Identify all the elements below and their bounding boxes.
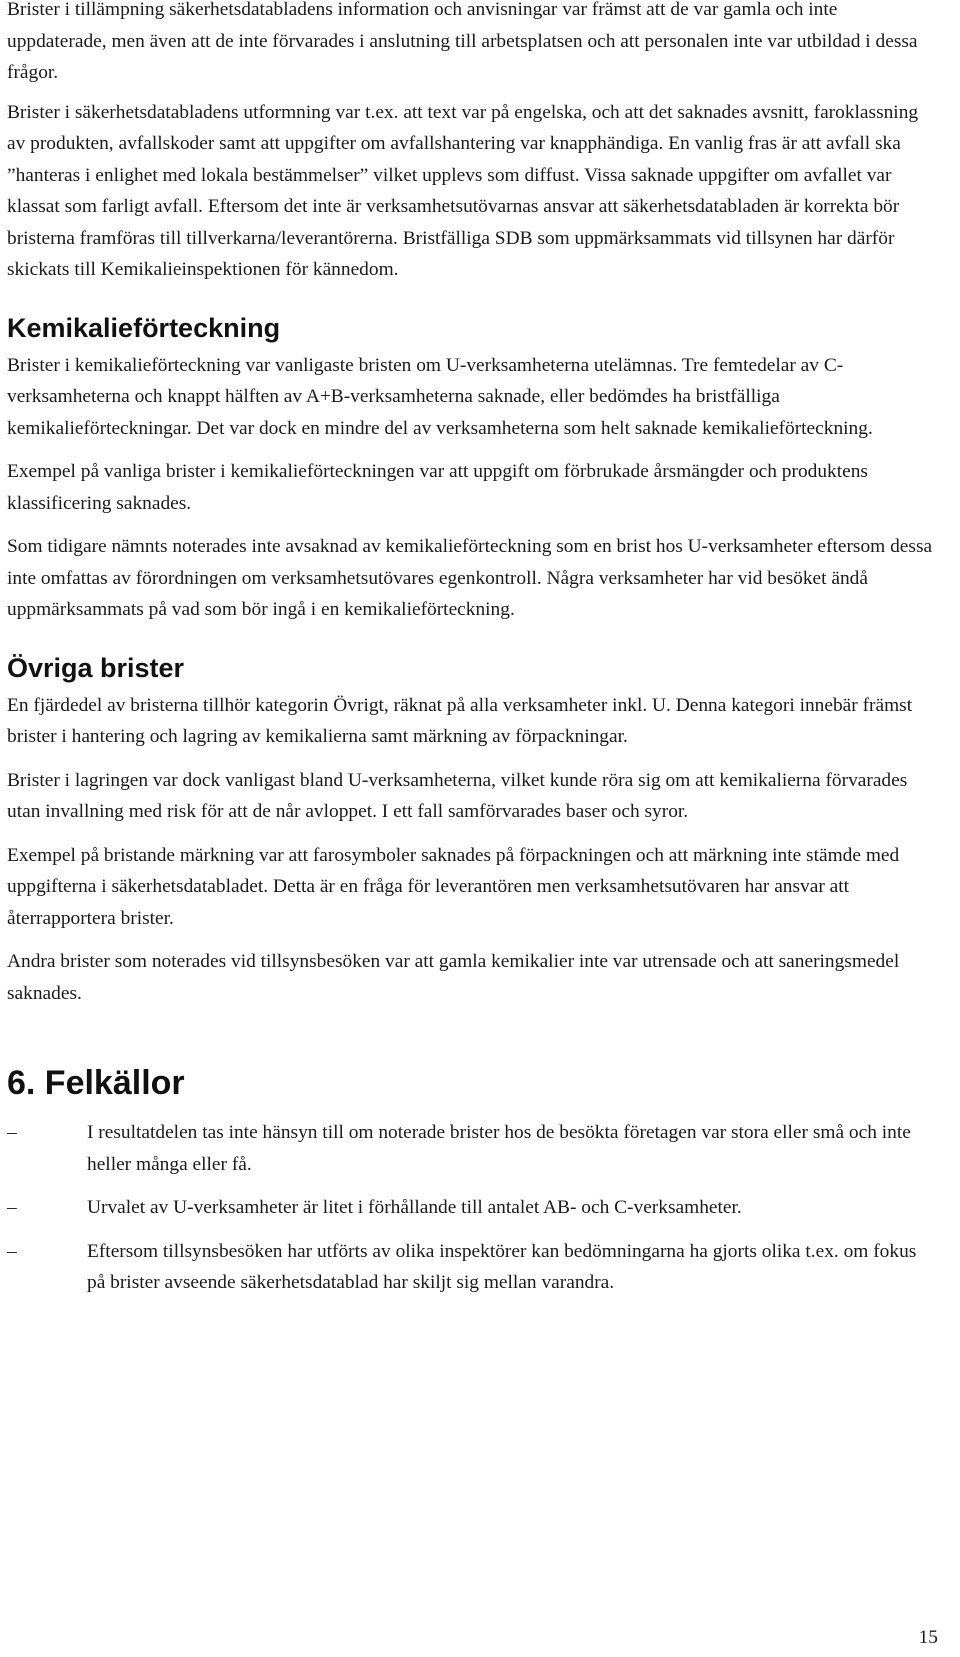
paragraph-ovriga-2: Brister i lagringen var dock vanligast bland U-verksamheterna, vilket kunde röra sig om att kemikalierna förvarades utan invallning med risk för att de når avloppet. I ett fall samförvarades baser och syror.	[7, 769, 908, 822]
list-item	[7, 1236, 937, 1299]
list-item	[7, 1117, 937, 1180]
dash-bullet: –	[7, 1122, 17, 1143]
document-page	[7, 0, 937, 1311]
paragraph-kemi-3: Som tidigare nämnts noterades inte avsaknad av kemikalieförteckning som en brist hos U-verksamheter eftersom dessa inte omfattas av förordningen om verksamhetsutövares egenkontroll. Några verksamheter har vid besöket ändå uppmärksammats på vad som bör ingå i en kemikalieförteckning.	[7, 536, 933, 620]
paragraph-kemi-2: Exempel på vanliga brister i kemikalieförteckningen var att uppgift om förbrukade årsmängder och produktens klassificering saknades.	[7, 461, 868, 514]
felkallor-list	[7, 1117, 937, 1299]
paragraph-ovriga-3: Exempel på bristande märkning var att farosymboler saknades på förpackningen och att märkning inte stämde med uppgifterna i säkerhetsdatabladet. Detta är en fråga för leverantören men verksamhetsutövaren har ansvar att återrapportera brister.	[7, 844, 900, 929]
heading-felkallor: 6. Felkällor	[7, 1064, 185, 1102]
dash-bullet: –	[7, 1197, 17, 1218]
dash-bullet: –	[7, 1240, 17, 1262]
list-item	[7, 1192, 937, 1224]
paragraph-sdb-utformning: Brister i säkerhetsdatabladens utformning var t.ex. att text var på engelska, och att det saknades avsnitt, faroklassning av produkten, avfallskoder samt att uppgifter om avfallshantering var knapphändiga. En vanlig fras är att avfall ska ”hanteras i enlighet med lokala bestämmelser” vilket upplevs som diffust. Vissa saknade uppgifter om avfallet var klassat som farligt avfall. Eftersom det inte är verksamhetsutövarnas ansvar att säkerhetsdatabladen är korrekta bör bristerna framföras till tillverkarna/leverantörerna. Bristfälliga SDB som uppmärksammats vid tillsynen har därför skickats till Kemikalieinspektionen för kännedom.	[7, 101, 919, 280]
list-item-text: I resultatdelen tas inte hänsyn till om noterade brister hos de besökta företagen var stora eller små och inte heller många eller få.	[87, 1122, 911, 1175]
page-number: 15	[918, 1627, 938, 1648]
paragraph-ovriga-1: En fjärdedel av bristerna tillhör kategorin Övrigt, räknat på alla verksamheter inkl. U. Denna kategori innebär främst brister i hantering och lagring av kemikalierna samt märkning av förpackningar.	[7, 694, 913, 747]
heading-kemikalieforteckning: Kemikalieförteckning	[7, 312, 281, 343]
paragraph-sdb-tillampning: Brister i tillämpning säkerhetsdatabladens information och anvisningar var främst att de var gamla och inte uppdaterade, men även att de inte förvarades i anslutning till arbetsplatsen och att personalen inte var utbildad i dessa frågor.	[7, 0, 918, 83]
paragraph-kemi-1: Brister i kemikalieförteckning var vanligaste bristen om U-verksamheterna utelämnas. Tre femtedelar av C-verksamheterna och knappt hälften av A+B-verksamheterna saknade, eller bedömdes ha bristfälliga kemikalieförteckningar. Det var dock en mindre del av verksamheterna som helt saknade kemikalieförteckning.	[7, 354, 873, 439]
list-item-text: Eftersom tillsynsbesöken har utförts av olika inspektörer kan bedömningarna ha gjorts olika t.ex. om fokus på brister avseende säkerhetsdatablad har skiljt sig mellan varandra.	[87, 1240, 917, 1293]
heading-ovriga-brister: Övriga brister	[7, 652, 185, 683]
paragraph-ovriga-4: Andra brister som noterades vid tillsynsbesöken var att gamla kemikalier inte var utrensade och att saneringsmedel saknades.	[7, 951, 900, 1004]
list-item-text: Urvalet av U-verksamheter är litet i förhållande till antalet AB- och C-verksamheter.	[87, 1197, 742, 1218]
